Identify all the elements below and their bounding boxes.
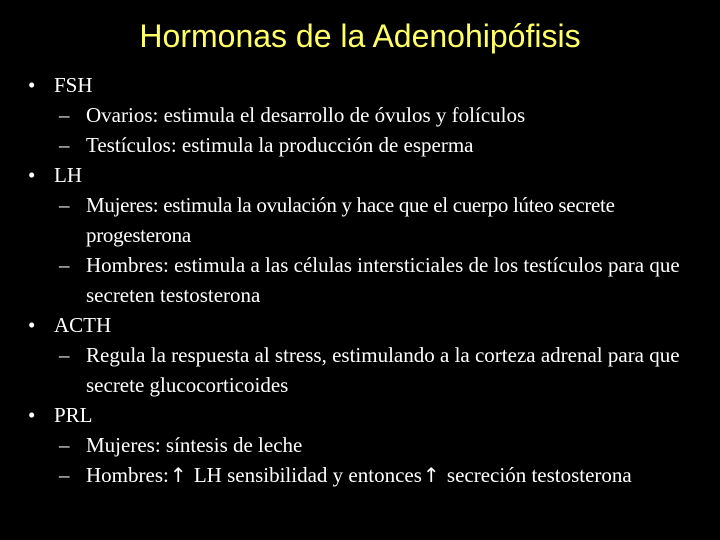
dash-icon: –: [59, 463, 70, 487]
sub-item-text: Hombres: estimula a las células intersticiales de los testículos para que secreten testosterona: [86, 253, 680, 307]
bullet-label: FSH: [54, 73, 93, 97]
bullet-icon: •: [28, 163, 36, 187]
sub-item: [24, 190, 716, 250]
sub-item: [24, 460, 716, 490]
sub-item-text: Regula la respuesta al stress, estimulando a la corteza adrenal para que secrete glucocorticoides: [86, 343, 680, 397]
dash-icon: –: [59, 193, 70, 217]
bullet-item-fsh: [24, 70, 716, 100]
bullet-item-lh: [24, 160, 716, 190]
bullet-label: LH: [54, 163, 82, 187]
sub-item-text-part: secreción testosterona: [446, 463, 632, 487]
sub-item-text: Mujeres: estimula la ovulación y hace que el cuerpo lúteo secrete progesterona: [86, 193, 615, 247]
sub-item-text: Testículos: estimula la producción de esperma: [86, 133, 474, 157]
bullet-icon: •: [28, 313, 36, 337]
sub-item-text-with-arrows: [86, 460, 716, 490]
dash-icon: –: [59, 103, 70, 127]
up-arrow-icon: ↑: [422, 463, 440, 487]
dash-icon: –: [59, 253, 70, 277]
sub-item-text-part: Hombres:: [86, 463, 169, 487]
bullet-icon: •: [28, 73, 36, 97]
sub-item-text: Ovarios: estimula el desarrollo de óvulos y folículos: [86, 103, 526, 127]
slide-title: Hormonas de la Adenohipófisis: [139, 18, 581, 54]
sub-item: [24, 130, 716, 160]
dash-icon: –: [59, 433, 70, 457]
bullet-icon: •: [28, 403, 36, 427]
dash-icon: –: [59, 343, 70, 367]
up-arrow-icon: ↑: [169, 463, 187, 487]
sub-item-text-part: LH sensibilidad y entonces: [193, 463, 422, 487]
sub-item-text: Mujeres: síntesis de leche: [86, 433, 303, 457]
bullet-label: PRL: [54, 403, 93, 427]
sub-item: [24, 250, 716, 310]
slide-body: [24, 70, 716, 490]
dash-icon: –: [59, 133, 70, 157]
bullet-item-prl: [24, 400, 716, 430]
bullet-label: ACTH: [54, 313, 112, 337]
bullet-item-acth: [24, 310, 716, 340]
sub-item: [24, 340, 716, 400]
sub-item: [24, 100, 716, 130]
sub-item: [24, 430, 716, 460]
